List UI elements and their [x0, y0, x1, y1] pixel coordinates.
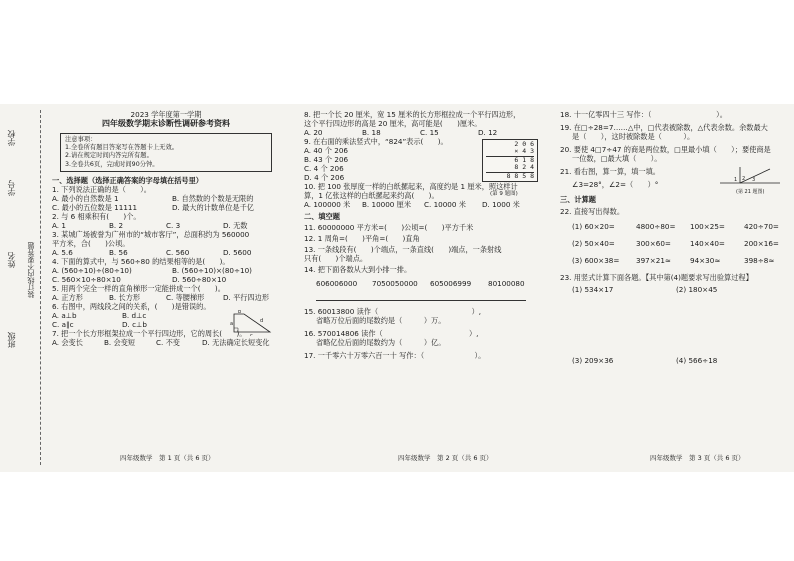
- calc-item: 397×21≈: [636, 256, 671, 265]
- option: A. 正方形: [52, 292, 83, 302]
- question-5: 5. 用两个完全一样的直角梯形一定能拼成一个( )。: [52, 283, 225, 293]
- option: A. 5.6: [52, 247, 73, 257]
- option: C. 3: [166, 220, 181, 230]
- question-12: 12. 1 周角=( )平角=( )直角: [304, 234, 420, 243]
- number-item: 605006999: [430, 279, 472, 288]
- option: D. c⊥b: [122, 319, 147, 329]
- option: C. 10000 米: [424, 200, 466, 209]
- question-19-cont: 是（ ），这时被除数是（ ）。: [572, 132, 695, 141]
- calc-item: 140×40=: [690, 239, 725, 248]
- calc-item: (2) 50×40=: [572, 239, 615, 248]
- svg-text:2: 2: [742, 176, 746, 182]
- option: B. 长方形: [109, 292, 141, 302]
- option: B. d⊥c: [122, 310, 147, 320]
- option: C. 560: [166, 247, 190, 257]
- trapezoid-figure: [230, 310, 274, 336]
- question-16-cont: 省略亿位后面的尾数约为（ ）亿。: [316, 338, 446, 347]
- question-21-cont: ∠3=28°，∠2=（ ）°: [572, 180, 659, 189]
- question-10-cont: 算，1 亿张这样的白纸摞起来约高( )。: [304, 191, 439, 200]
- question-3-cont: 平方米，合( )公顷。: [52, 238, 130, 248]
- number-item: 80100080: [488, 279, 525, 288]
- exam-title: 四年级数学期末诊断性调研参考资料: [102, 119, 230, 128]
- calc-item: (1) 534×17: [572, 285, 614, 294]
- question-4: 4. 下面的算式中，与 560÷80 的结果相等的是( )。: [52, 256, 230, 266]
- option: D. 平行四边形: [223, 292, 270, 302]
- section-fill: 二、填空题: [304, 212, 340, 221]
- option: B. (560÷10)×(80÷10): [172, 265, 252, 275]
- question-23: 23. 用竖式计算下面各题。【其中第(4)题要求写出验算过程】: [560, 273, 753, 282]
- option: D. 560÷80×10: [172, 274, 227, 284]
- option: B. 43 个 206: [304, 155, 349, 164]
- option: D. 最大的计数单位是千亿: [172, 202, 254, 212]
- option: A. a⊥b: [52, 310, 77, 320]
- option: A. 40 个 206: [304, 146, 348, 155]
- figure-caption: (第 9 题图): [490, 191, 518, 197]
- option: B. 会变短: [104, 337, 136, 347]
- question-9: 9. 在右面的乘法竖式中，“824”表示( )。: [304, 137, 448, 146]
- option: A. (560÷10)÷(80÷10): [52, 265, 132, 275]
- calc-item: (1) 60×20=: [572, 222, 615, 231]
- question-2: 2. 与 6 相乘积有( )个。: [52, 211, 141, 221]
- option: C. 不变: [156, 337, 180, 347]
- calc-item: (4) 566÷18: [676, 356, 718, 365]
- question-19: 19. 在□÷28=7……△中，□代表被除数，△代表余数。余数最大: [560, 123, 768, 132]
- column-3: [560, 110, 790, 365]
- option: A. 20: [304, 128, 323, 137]
- option: B. 10000 厘米: [362, 200, 412, 209]
- question-13-cont: 只有( )个端点。: [304, 254, 368, 263]
- option: C. 15: [420, 128, 439, 137]
- binding-sidebar: [4, 122, 44, 452]
- option: C. 等腰梯形: [166, 292, 205, 302]
- exam-year: 2023 学年度第一学期: [130, 110, 202, 119]
- notice-head: 注意事项：: [65, 136, 97, 143]
- calc-item: 100×25=: [690, 222, 725, 231]
- page-footer-1: 四年级数学 第 1 页（共 6 页）: [120, 454, 215, 462]
- option: C. a∥c: [52, 319, 74, 329]
- calc-line: 6 1 8: [514, 155, 534, 164]
- label-school: 学校: [7, 130, 16, 146]
- question-15: 15. 60013800 读作（ ）,: [304, 307, 482, 316]
- question-18: 18. 十一亿零四十三 写作：（ ）。: [560, 110, 727, 119]
- calc-line: 8 8 5 8: [506, 171, 534, 180]
- column-1: [52, 110, 280, 347]
- option: D. 5600: [223, 247, 252, 257]
- question-1: 1. 下列说法正确的是（ ）。: [52, 184, 151, 194]
- notice-1: 1.全卷所有题目答案写在答题卡上无效。: [65, 144, 179, 152]
- label-class: 班级: [7, 332, 16, 348]
- column-2: [304, 110, 540, 360]
- calc-item: 4800÷80=: [636, 222, 676, 231]
- option: C. 4 个 206: [304, 164, 344, 173]
- calc-item: 420÷70=: [744, 222, 779, 231]
- calc-item: (2) 180×45: [676, 285, 718, 294]
- option: C. 560×10÷80×10: [52, 274, 121, 284]
- question-14: 14. 把下面各数从大到小排一排。: [304, 265, 412, 274]
- calc-item: (3) 209×36: [572, 356, 614, 365]
- page-footer-3: 四年级数学 第 3 页（共 6 页）: [650, 454, 745, 462]
- svg-text:3: 3: [752, 177, 756, 183]
- seal-line-text: 装订线内不要答题: [27, 242, 35, 298]
- number-item: 606006000: [316, 279, 358, 288]
- option: D. 1000 米: [482, 200, 520, 209]
- question-22: 22. 直接写出得数。: [560, 207, 625, 216]
- calc-item: 200×16=: [744, 239, 779, 248]
- option: A. 1: [52, 220, 66, 230]
- svg-text:a: a: [230, 320, 234, 327]
- calc-item: 94×30≈: [690, 256, 721, 265]
- number-item: 7050050000: [372, 279, 418, 288]
- section-choice: 一、选择题（选择正确答案的字母填在括号里）: [52, 175, 203, 185]
- question-13: 13. 一条线段有( )个端点，一条直线( )端点，一条射线: [304, 245, 502, 254]
- question-20: 20. 要使 4□7÷47 的商是两位数，□里最小填（ ）；要使商是: [560, 145, 771, 154]
- svg-text:1: 1: [734, 177, 738, 183]
- option: B. 18: [362, 128, 381, 137]
- calc-item: (3) 600×38=: [572, 256, 620, 265]
- option: B. 自然数的个数是无限的: [172, 193, 254, 203]
- svg-text:c: c: [250, 332, 253, 336]
- question-7: 7. 把一个长方形框架拉成一个平行四边形，它的周长( )。: [52, 328, 247, 338]
- question-17: 17. 一千零六十万零六百一十 写作：（ ）。: [304, 351, 486, 360]
- option: B. 2: [109, 220, 124, 230]
- option: B. 56: [109, 247, 128, 257]
- binding-dash-line: [40, 110, 41, 465]
- notice-2: 2.请在规定时间内答完所有题。: [65, 152, 153, 160]
- angle-figure: [718, 165, 784, 195]
- option: A. 会变长: [52, 337, 83, 347]
- label-id: 学号: [7, 180, 16, 196]
- option: A. 最小的自然数是 1: [52, 193, 119, 203]
- option: D. 无法确定长短变化: [202, 337, 270, 347]
- calc-item: 398÷8≈: [744, 256, 775, 265]
- option: D. 12: [478, 128, 498, 137]
- section-calc: 三、计算题: [560, 195, 596, 204]
- option: D. 无数: [223, 220, 248, 230]
- question-21: 21. 看右图，算一算，填一填。: [560, 167, 660, 176]
- figure-caption: (第 21 题图): [736, 189, 765, 195]
- page-footer-2: 四年级数学 第 2 页（共 6 页）: [398, 454, 493, 462]
- question-16: 16. 570014806 读作（ ）,: [304, 329, 479, 338]
- notice-box: [60, 133, 272, 172]
- question-8: 8. 把一个长 20 厘米，宽 15 厘米的长方形框拉成一个平行四边形，: [304, 110, 521, 119]
- vertical-multiplication: [482, 139, 538, 182]
- calc-line: 2 0 6: [514, 140, 534, 148]
- question-3: 3. 某城广场被誉为广州市的“城市客厅”，总面积约为 560000: [52, 229, 250, 239]
- option: C. 最小的五位数是 11111: [52, 202, 138, 212]
- label-name: 姓名: [7, 252, 16, 268]
- calc-line: × 4 3: [486, 148, 534, 156]
- question-20-cont: 一位数，□最大填（ ）。: [572, 154, 662, 163]
- question-6: 6. 右图中，两线段之间的关系，( )是错误的。: [52, 301, 211, 311]
- question-10: 10. 把 100 张厚度一样的白纸摞起来，高度约是 1 厘米，照这样计: [304, 182, 518, 191]
- calc-item: 300×60=: [636, 239, 671, 248]
- answer-line: [316, 300, 526, 301]
- svg-text:d: d: [260, 317, 264, 324]
- question-15-cont: 省略万位后面的尾数约是（ ）万。: [316, 316, 446, 325]
- calc-line: 8 2 4: [486, 164, 534, 172]
- notice-3: 3.全卷共6页，完成时间90分钟。: [65, 160, 159, 168]
- question-11: 11. 60000000 平方米=( )公顷=( )平方千米: [304, 223, 474, 232]
- option: A. 100000 米: [304, 200, 351, 209]
- svg-text:b: b: [238, 309, 242, 315]
- option: D. 4 个 206: [304, 173, 345, 182]
- question-8-cont: 这个平行四边形的高是 20 厘米，高可能是( )厘米。: [304, 119, 482, 128]
